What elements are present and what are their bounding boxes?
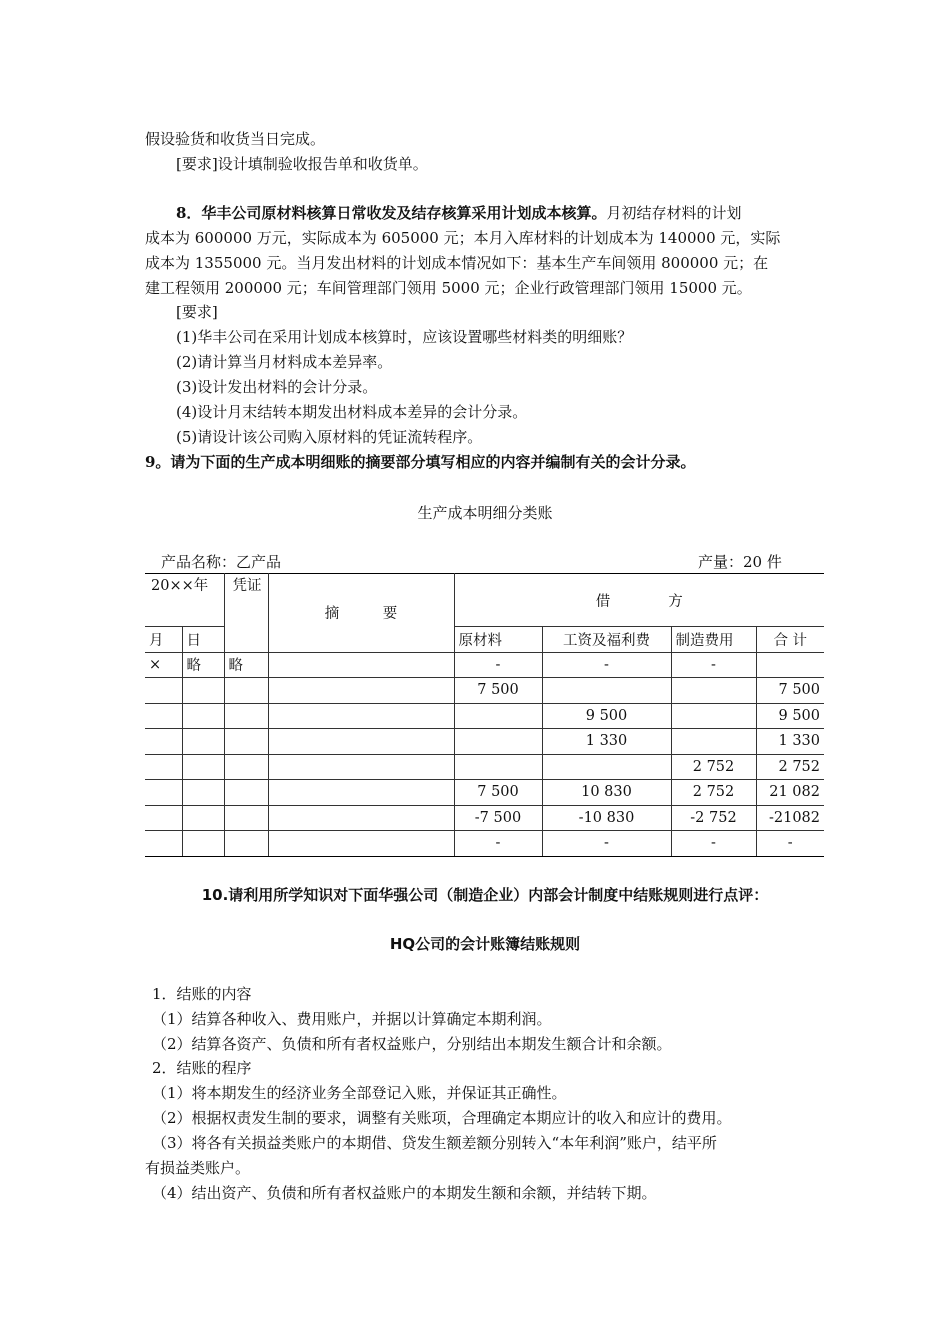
cell-raw-material: -7 500: [454, 805, 542, 831]
q8-requirement-label: [要求]: [176, 303, 218, 321]
cell-wages: -: [542, 831, 671, 857]
q8-item-4: (4)设计月末结转本期发出材料成本差异的会计分录。: [176, 403, 528, 421]
cell-day: [182, 805, 224, 831]
cell-wages: 10 830: [542, 780, 671, 806]
q8-item-3: (3)设计发出材料的会计分录。: [176, 378, 378, 396]
cell-raw-material: [454, 729, 542, 755]
q8-item-2: (2)请计算当月材料成本差异率。: [176, 353, 393, 371]
cell-day: [182, 780, 224, 806]
cell-raw-material: -: [454, 652, 542, 678]
table-row: [145, 703, 824, 729]
q10-line-7: （3）将各有关损益类账户的本期借、贷发生额差额分别转入“本年利润”账户，结平所: [152, 1134, 717, 1152]
q8-item-1: (1)华丰公司在采用计划成本核算时，应该设置哪些材料类的明细账？: [176, 328, 633, 346]
cell-month: [145, 703, 182, 729]
q10-subtitle: HQ公司的会计账簿结账规则: [389, 935, 581, 953]
production-cost-ledger: [145, 573, 824, 857]
cell-wages: [542, 754, 671, 780]
header-month: 月: [145, 627, 182, 653]
cell-wages: -10 830: [542, 805, 671, 831]
cell-month: [145, 831, 182, 857]
header-day: 日: [182, 627, 224, 653]
cell-day: [182, 831, 224, 857]
q10-line-4: 2．结账的程序: [152, 1059, 252, 1077]
q8-item-5: (5)请设计该公司购入原材料的凭证流转程序。: [176, 428, 483, 446]
table-row: [145, 831, 824, 857]
cell-summary: [268, 780, 454, 806]
cell-total: -21082: [756, 805, 824, 831]
cell-summary: [268, 754, 454, 780]
cell-overhead: [671, 703, 756, 729]
cell-day: 略: [182, 652, 224, 678]
header-overhead: 制造费用: [671, 627, 756, 653]
table-row: [145, 780, 824, 806]
cell-day: [182, 729, 224, 755]
cell-month: [145, 729, 182, 755]
cell-summary: [268, 703, 454, 729]
cell-total: 2 752: [756, 754, 824, 780]
table-row: [145, 678, 824, 704]
cell-voucher: [224, 754, 268, 780]
ledger-title: 生产成本明细分类账: [417, 504, 553, 522]
cell-voucher: [224, 780, 268, 806]
q10-line-2: （1）结算各种收入、费用账户，并据以计算确定本期利润。: [152, 1010, 552, 1028]
cell-total: [756, 652, 824, 678]
intro-requirement: [要求]设计填制验收报告单和收货单。: [176, 155, 428, 173]
header-year: 20××年: [145, 574, 224, 627]
q8-first-line: [176, 203, 856, 223]
cell-overhead: [671, 729, 756, 755]
q10-line-6: （2）根据权责发生制的要求，调整有关账项，合理确定本期应计的收入和应计的费用。: [152, 1109, 732, 1127]
cell-overhead: 2 752: [671, 754, 756, 780]
cell-total: 7 500: [756, 678, 824, 704]
cell-raw-material: -: [454, 831, 542, 857]
cell-overhead: -: [671, 831, 756, 857]
q8-title: 8．华丰公司原材料核算日常收发及结存核算采用计划成本核算。: [176, 204, 607, 222]
cell-day: [182, 678, 224, 704]
q9-title: 9。请为下面的生产成本明细账的摘要部分填写相应的内容并编制有关的会计分录。: [145, 453, 696, 471]
q10-line-5: （1）将本期发生的经济业务全部登记入账，并保证其正确性。: [152, 1084, 567, 1102]
intro-line-1: 假设验货和收货当日完成。: [145, 130, 326, 148]
cell-month: [145, 754, 182, 780]
q10-line-3: （2）结算各资产、负债和所有者权益账户，分别结出本期发生额合计和余额。: [152, 1035, 672, 1053]
table-row: [145, 652, 824, 678]
cell-summary: [268, 729, 454, 755]
cell-total: 21 082: [756, 780, 824, 806]
q10-line-9: （4）结出资产、负债和所有者权益账户的本期发生额和余额，并结转下期。: [152, 1184, 657, 1202]
table-row: [145, 805, 824, 831]
header-raw-material: 原材料: [454, 627, 542, 653]
cell-month: [145, 678, 182, 704]
cell-overhead: [671, 678, 756, 704]
q8-line-2: 成本为 600000 万元，实际成本为 605000 元；本月入库材料的计划成本为 140000 元，实际: [145, 229, 781, 247]
q8-line-4: 建工程领用 200000 元；车间管理部门领用 5000 元；企业行政管理部门领用 15000 元。: [145, 279, 752, 297]
cell-voucher: 略: [224, 652, 268, 678]
cell-raw-material: [454, 703, 542, 729]
cell-overhead: 2 752: [671, 780, 756, 806]
cell-voucher: [224, 678, 268, 704]
header-voucher: 凭证: [224, 574, 268, 653]
product-name: 产品名称：乙产品: [161, 553, 282, 571]
cell-voucher: [224, 831, 268, 857]
q8-line-3: 成本为 1355000 元。当月发出材料的计划成本情况如下：基本生产车间领用 800000 元；在: [145, 254, 769, 272]
cell-voucher: [224, 729, 268, 755]
cell-voucher: [224, 703, 268, 729]
cell-voucher: [224, 805, 268, 831]
cell-summary: [268, 678, 454, 704]
cell-overhead: -2 752: [671, 805, 756, 831]
q10-line-1: 1．结账的内容: [152, 985, 252, 1003]
cell-wages: 9 500: [542, 703, 671, 729]
cell-summary: [268, 831, 454, 857]
cell-month: [145, 805, 182, 831]
q10-line-8: 有损益类账户。: [145, 1159, 251, 1177]
cell-wages: -: [542, 652, 671, 678]
cell-day: [182, 754, 224, 780]
cell-raw-material: [454, 754, 542, 780]
cell-raw-material: 7 500: [454, 780, 542, 806]
cell-month: [145, 780, 182, 806]
cell-day: [182, 703, 224, 729]
cell-summary: [268, 652, 454, 678]
header-summary: 摘 要: [268, 574, 454, 653]
header-total: 合 计: [756, 627, 824, 653]
cell-total: 1 330: [756, 729, 824, 755]
cell-wages: [542, 678, 671, 704]
cell-total: 9 500: [756, 703, 824, 729]
cell-month: ×: [145, 652, 182, 678]
q8-title-rest: 月初结存材料的计划: [606, 204, 742, 222]
cell-total: -: [756, 831, 824, 857]
table-row: [145, 729, 824, 755]
header-wages: 工资及福利费: [542, 627, 671, 653]
table-row: [145, 754, 824, 780]
header-debit: 借 方: [454, 574, 824, 627]
output-quantity: 产量：20 件: [698, 553, 782, 571]
cell-summary: [268, 805, 454, 831]
q10-title: 10.请利用所学知识对下面华强公司（制造企业）内部会计制度中结账规则进行点评：: [201, 886, 769, 904]
cell-wages: 1 330: [542, 729, 671, 755]
cell-overhead: -: [671, 652, 756, 678]
cell-raw-material: 7 500: [454, 678, 542, 704]
